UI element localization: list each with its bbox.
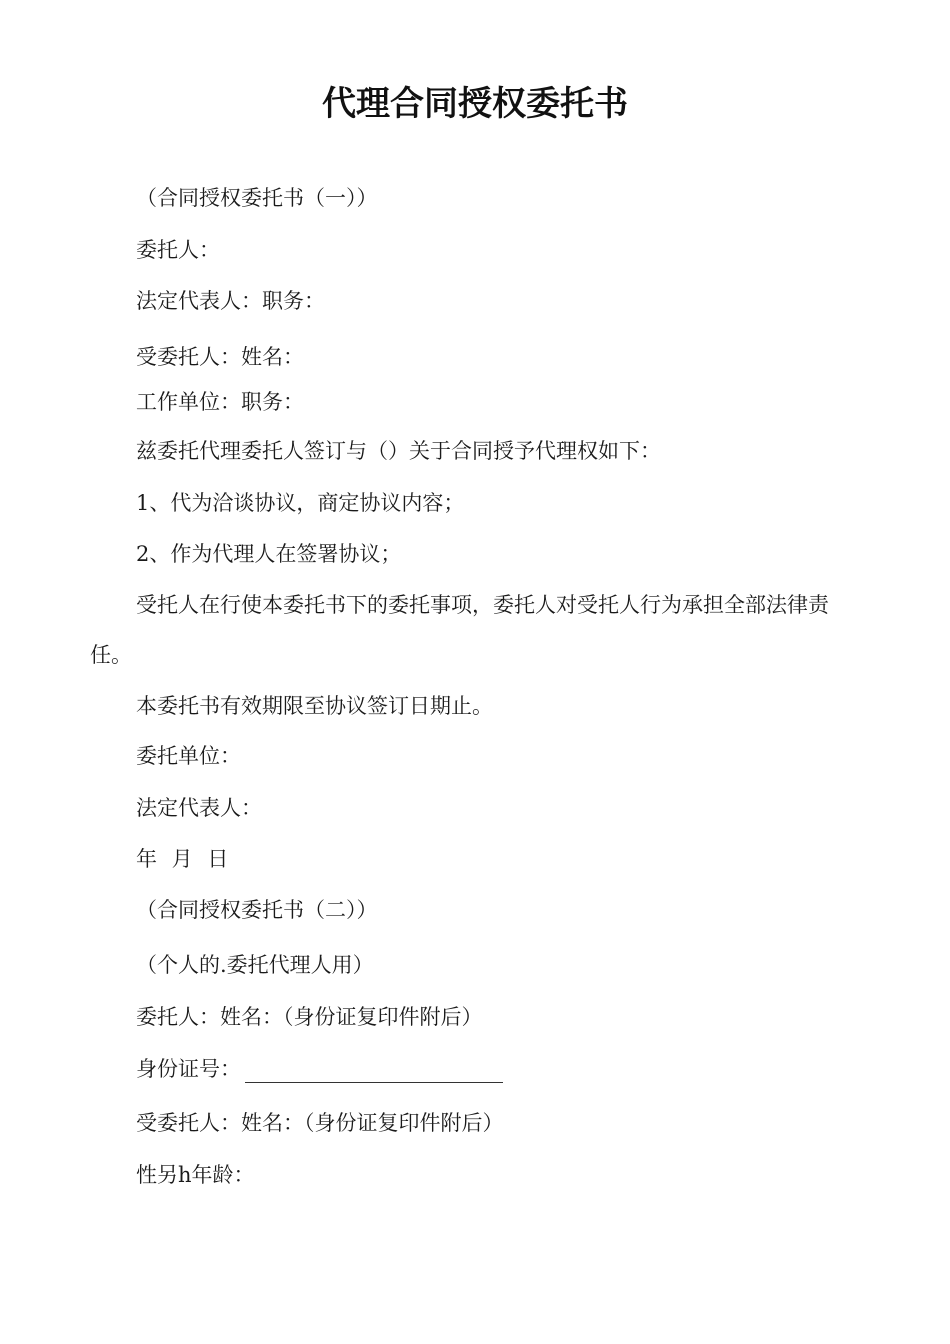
- date-line: 年 月 日: [136, 847, 229, 871]
- id-number-field[interactable]: [245, 1060, 503, 1083]
- work-unit-position-label: 工作单位：职务：: [136, 390, 304, 414]
- section2-heading: （合同授权委托书（二））: [136, 898, 378, 922]
- agent-name-label: 受委托人：姓名：: [136, 345, 304, 369]
- document-title: 代理合同授权委托书: [322, 84, 628, 124]
- validity-statement: 本委托书有效期限至协议签订日期止。: [136, 694, 493, 718]
- authorization-intro: 兹委托代理委托人签订与（）关于合同授予代理权如下：: [136, 439, 661, 463]
- legal-rep-position-label: 法定代表人：职务：: [136, 289, 325, 313]
- agent-name-label-2: 受委托人：姓名：（身份证复印件附后）: [136, 1111, 504, 1135]
- id-number-row: [136, 1055, 503, 1083]
- authorization-item-2: 2、作为代理人在签署协议；: [136, 542, 402, 566]
- entrusting-unit-label: 委托单位：: [136, 744, 241, 768]
- gender-age-label: 性另h年龄：: [136, 1163, 255, 1187]
- legal-rep-label: 法定代表人：: [136, 796, 262, 820]
- authorization-item-1: 1、代为洽谈协议，商定协议内容；: [136, 491, 465, 515]
- liability-paragraph: 受托人在行使本委托书下的委托事项，委托人对受托人行为承担全部法律责任。: [90, 593, 829, 667]
- principal-label: 委托人：: [136, 238, 220, 262]
- principal-name-label: 委托人：姓名：（身份证复印件附后）: [136, 1005, 483, 1029]
- section1-heading: （合同授权委托书（一））: [136, 186, 378, 210]
- section2-subheading: （个人的.委托代理人用）: [136, 953, 374, 977]
- id-number-label: 身份证号：: [136, 1057, 241, 1081]
